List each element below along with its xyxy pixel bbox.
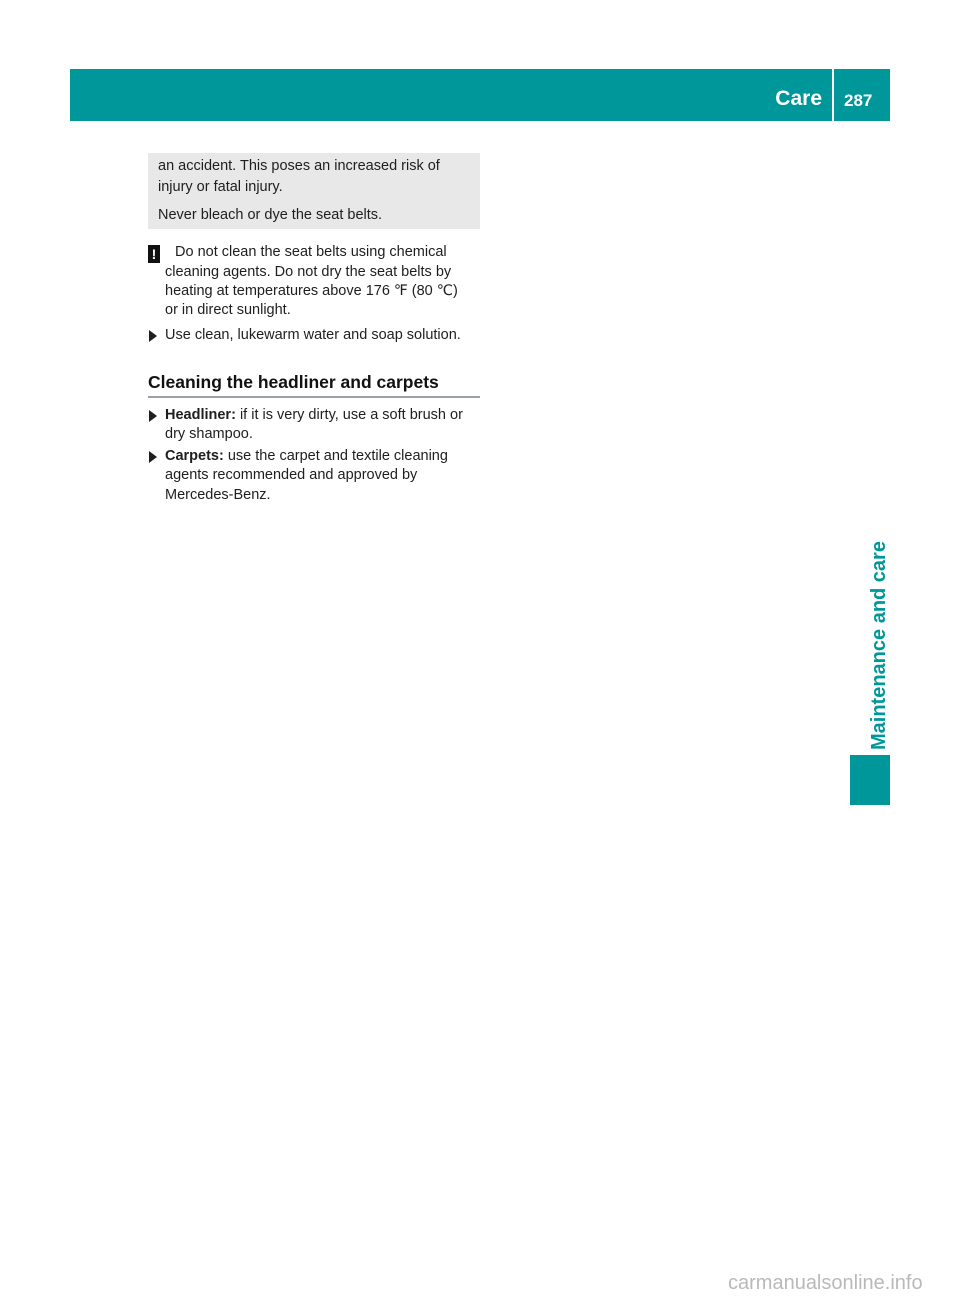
item-text: Mercedes-Benz. [165,487,271,503]
section-title: Care [775,87,822,110]
header-divider [832,69,834,121]
arrow-right-icon [149,451,157,463]
heading-divider [148,396,480,398]
item-text: dry shampoo. [165,426,253,442]
warning-line: injury or fatal injury. [158,179,283,195]
exclamation-icon: ! [148,245,160,263]
arrow-right-icon [149,410,157,422]
item-text: if it is very dirty, use a soft brush or [235,407,463,423]
note-line: cleaning agents. Do not dry the seat belts by [165,264,452,280]
watermark: carmanualsonline.info [728,1272,923,1294]
list-item-headliner [165,406,463,426]
term-label: Headliner: [165,407,236,423]
chapter-label: Maintenance and care [868,541,890,750]
page-number: 287 [844,91,873,110]
section-heading: Cleaning the headliner and carpets [148,372,439,392]
warning-box [148,153,480,229]
warning-line: an accident. This poses an increased risk of [158,158,440,174]
header-bar [70,69,890,121]
chapter-tab [850,755,890,805]
item-text: use the carpet and textile cleaning [223,448,448,464]
term-label: Carpets: [165,448,224,464]
note-line: heating at temperatures above 176 ℉ (80 ℃) [165,283,458,299]
step-text: Use clean, lukewarm water and soap solution. [165,327,461,343]
item-text: agents recommended and approved by [165,467,418,483]
note-line: Do not clean the seat belts using chemical [175,244,447,260]
arrow-right-icon [149,330,157,342]
note-line: or in direct sunlight. [165,302,291,318]
list-item-carpets [165,447,448,467]
warning-line: Never bleach or dye the seat belts. [158,207,383,223]
